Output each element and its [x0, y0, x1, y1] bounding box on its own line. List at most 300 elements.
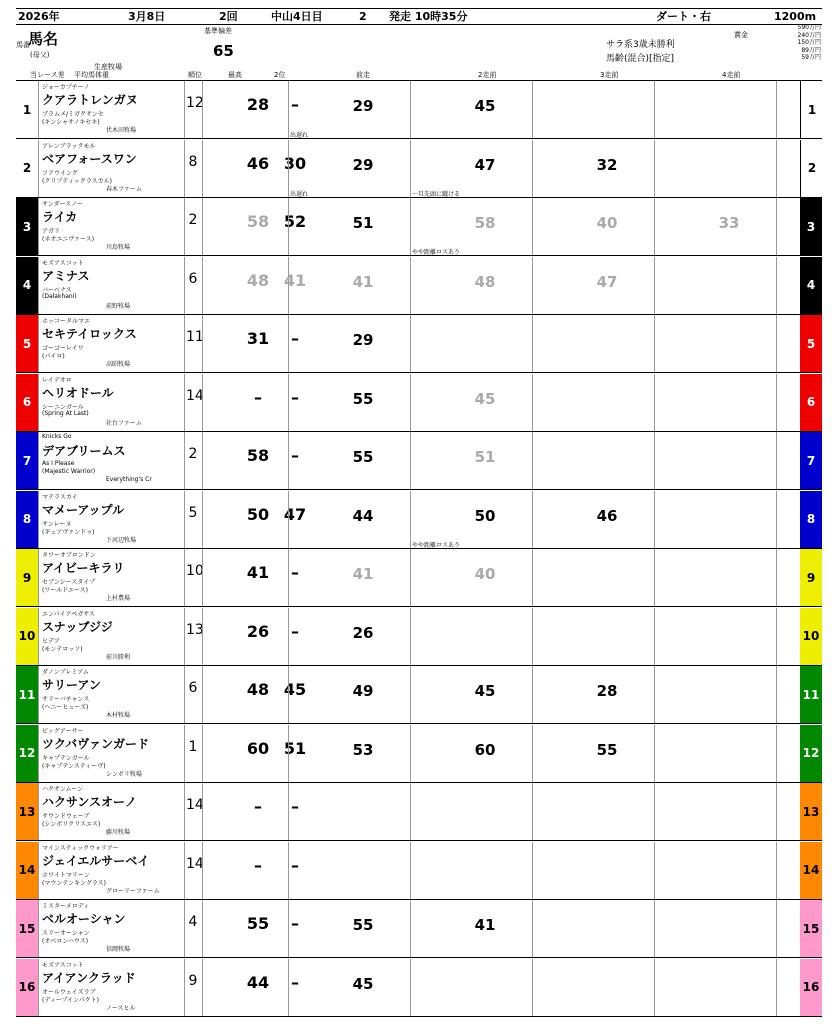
horse-name: クアラトレンガヌ	[42, 93, 138, 107]
best-score: 48	[246, 270, 270, 290]
rank: 2	[188, 446, 198, 462]
race-prev1	[288, 842, 410, 899]
second-score: 47	[283, 504, 307, 524]
post-number-right: 9	[800, 549, 822, 606]
breeder: Everything's Cr	[106, 476, 152, 483]
prev1-score: 41	[352, 565, 374, 583]
race-prev1	[288, 900, 410, 957]
dam: ゴーゴーレイワ	[42, 345, 84, 352]
best-score: 48	[246, 680, 270, 699]
race-prev1	[288, 140, 410, 197]
second-score: –	[291, 797, 299, 816]
prev1-score: 55	[352, 916, 374, 934]
post-number: 2	[16, 140, 39, 197]
distance: 1200m	[774, 10, 817, 23]
prev2-note: 一旦先頭に躍ける	[412, 190, 461, 198]
best-score: –	[254, 387, 262, 407]
left-sub-4: 平均馬体重	[74, 71, 109, 79]
horse-name: ベルオーシャン	[42, 912, 126, 926]
race-prev4	[654, 374, 776, 431]
horse-row	[16, 959, 822, 1017]
prev2-score: 60	[474, 740, 496, 759]
post-number-right: 16	[800, 959, 822, 1016]
broodmare-sire: (マウンテンキングラス)	[42, 879, 107, 887]
post-number: 14	[16, 842, 38, 899]
dam: キャプテンガール	[42, 754, 90, 762]
second-score: 52	[283, 212, 307, 231]
second-score: 45	[283, 680, 307, 699]
post-number: 15	[16, 900, 38, 957]
race-prev1	[288, 666, 410, 723]
race-prev1	[288, 374, 410, 431]
rank: 1	[188, 738, 198, 755]
horse-name: デアブリームス	[42, 444, 126, 458]
race-prev4	[654, 842, 776, 899]
prev3-score: 46	[596, 506, 618, 525]
race-prev3	[532, 959, 654, 1016]
race-prev1	[288, 549, 410, 606]
horse-name: マメーアップル	[42, 502, 125, 517]
race-prev4	[654, 959, 776, 1016]
broodmare-sire: (クリプティックラスカル)	[42, 177, 113, 185]
dam: サウンドウェーブ	[42, 813, 90, 820]
prev1-score: 49	[352, 682, 374, 700]
left-title: 馬名	[28, 30, 59, 48]
race-prev3	[532, 81, 654, 138]
sire: ビッグアーサー	[42, 727, 84, 735]
rank: 13	[186, 621, 204, 638]
broodmare-sire: (キンシャサノキセキ)	[42, 119, 100, 126]
sire: レイデオロ	[42, 376, 72, 384]
prev2-score: 45	[474, 97, 496, 115]
rank: 11	[186, 329, 204, 345]
race-prev3	[532, 549, 654, 606]
prev1-score: 51	[352, 214, 374, 232]
race-prev2	[410, 549, 532, 606]
dam: サリーバチャンス	[42, 696, 90, 703]
second-score: –	[291, 329, 299, 348]
broodmare-sire: (ディープインパクト)	[42, 996, 99, 1004]
race-prev1	[288, 315, 410, 372]
race-prev4	[654, 549, 776, 606]
race-prev2	[410, 257, 532, 314]
post-number-right: 11	[800, 666, 822, 723]
sire: ジョーカプチーノ	[42, 84, 90, 91]
race-prev4	[654, 198, 776, 255]
breeder: 木村牧場	[106, 712, 131, 719]
race-prev3	[532, 491, 654, 548]
dam: セブンシースタイプ	[42, 579, 96, 586]
broodmare-sire: (ギュアヴァンドゥ)	[42, 528, 95, 536]
prev3-score: 47	[596, 272, 618, 291]
horse-name: セキテイロックス	[42, 327, 137, 341]
race-prev2	[410, 959, 532, 1016]
horse-name: アミナス	[42, 268, 90, 283]
horse-row	[16, 432, 822, 490]
breeder: 社台ファーム	[106, 419, 142, 427]
dam: オールウェイズラブ	[42, 988, 96, 996]
prev2-score: 41	[474, 916, 496, 934]
horse-row	[16, 140, 822, 198]
second-score: 41	[283, 270, 307, 290]
rank: 6	[188, 680, 198, 696]
race-prev4	[654, 608, 776, 665]
broodmare-sire: (キャプテンスティーヴ)	[42, 762, 106, 770]
rank: 10	[186, 563, 204, 579]
best-score: 28	[246, 95, 270, 114]
second-score: –	[291, 95, 299, 114]
prev2-score: 48	[474, 272, 496, 291]
race-number: 2	[359, 10, 367, 23]
venue-day: 中山4日目	[271, 10, 323, 23]
horse-row	[16, 666, 822, 724]
race-prev4	[654, 81, 776, 138]
race-prev1	[288, 198, 410, 255]
dam: ソアウイング	[42, 169, 78, 177]
dam: シーニンガール	[42, 403, 84, 411]
best-score: –	[254, 855, 262, 875]
race-prev2	[410, 432, 532, 489]
race-prev4	[654, 315, 776, 372]
left-sub-0: 馬番	[16, 41, 30, 49]
col-prev2: 2走前	[478, 71, 497, 79]
col-prev4: 4走前	[722, 71, 741, 79]
broodmare-sire: (ワールドエース)	[42, 587, 89, 594]
prev2-score: 45	[474, 682, 496, 700]
post-number: 5	[16, 315, 38, 372]
sire: ハクサンムーン	[42, 786, 84, 793]
race-prev2	[410, 900, 532, 957]
prev1-note: 出遅れ	[290, 190, 309, 198]
breeder: 藤川牧場	[106, 829, 131, 836]
sire: アレンブラックモル	[42, 142, 96, 150]
second-score: –	[291, 563, 299, 582]
race-prev1	[288, 783, 410, 840]
track: ダート・右	[656, 10, 711, 23]
post-number-right: 4	[800, 257, 822, 314]
race-prev3	[532, 315, 654, 372]
race-prev4	[654, 257, 776, 314]
broodmare-sire: (Dalakhani)	[42, 292, 77, 300]
prev2-score: 58	[474, 214, 496, 232]
prize-list: 590万円 240万円 150万円 89万円 59万円	[797, 24, 821, 61]
col-second: 2位	[274, 71, 286, 79]
race-prev4	[654, 140, 776, 197]
second-score: –	[291, 387, 299, 407]
race-prev3	[532, 432, 654, 489]
broodmare-sire: (モンテロッソ)	[42, 645, 83, 653]
race-prev2	[410, 198, 532, 255]
broodmare-sire: (Majestic Warrior)	[42, 468, 96, 475]
horse-row	[16, 198, 822, 256]
rank: 9	[188, 972, 198, 989]
post-number: 11	[16, 666, 38, 723]
race-prev3	[532, 725, 654, 782]
prev1-score: 55	[352, 389, 374, 408]
horse-row	[16, 842, 822, 900]
sire: サンダースノー	[42, 201, 83, 208]
horse-row	[16, 900, 822, 958]
prev3-score: 28	[596, 682, 618, 700]
post-number: 10	[16, 608, 38, 665]
race-prev3	[532, 257, 654, 314]
prev2-score: 45	[474, 389, 496, 408]
horse-row	[16, 549, 822, 607]
sire: タワーオブロンドン	[42, 552, 96, 559]
race-prev4	[654, 900, 776, 957]
breeder: 前野牧場	[106, 302, 131, 310]
rank: 14	[186, 797, 204, 813]
post-number: 8	[16, 491, 38, 548]
broodmare-sire: (シンボリクリスエス)	[42, 821, 101, 828]
broodmare-sire: (ネオユニヴァース)	[42, 236, 95, 243]
prev2-score: 40	[474, 565, 496, 583]
best-score: 31	[246, 329, 270, 348]
post-number: 3	[16, 198, 38, 255]
prev3-score: 32	[596, 155, 618, 174]
post-number: 16	[16, 959, 38, 1016]
second-score: –	[291, 446, 299, 465]
horse-name: ハクサンスオーノ	[42, 795, 137, 809]
post-number: 1	[16, 81, 39, 138]
rank: 2	[188, 212, 198, 228]
start-time: 発走 10時35分	[389, 10, 468, 23]
second-score: 30	[283, 153, 307, 173]
best-score: 60	[246, 738, 270, 758]
prev2-score: 47	[474, 155, 496, 174]
prev3-score: 55	[596, 740, 618, 759]
post-number-right: 5	[800, 315, 822, 372]
dam: ヒデア	[42, 637, 61, 645]
best-score: 26	[246, 621, 270, 641]
col-best: 最高	[228, 71, 242, 79]
best-score: 41	[246, 563, 270, 582]
left-sub-3: 当レース差	[30, 71, 65, 79]
broodmare-sire: (Spring At Last)	[42, 409, 89, 417]
race-prev2	[410, 783, 532, 840]
prev1-score: 29	[352, 97, 374, 115]
horse-row	[16, 725, 822, 783]
race-prev1	[288, 608, 410, 665]
race-prev3	[532, 374, 654, 431]
race-class: サラ系3歳未勝利 馬齢(混合)[指定]	[606, 40, 675, 64]
race-prev4	[654, 725, 776, 782]
post-number: 7	[16, 432, 38, 489]
breeder: グローリーファーム	[106, 887, 160, 895]
post-number: 6	[16, 374, 38, 431]
horse-name: ツクバヴァンガード	[42, 736, 150, 751]
rank: 14	[186, 387, 204, 404]
prev1-score: 41	[352, 272, 374, 291]
prev1-score: 29	[352, 155, 374, 174]
post-number-right: 2	[800, 140, 823, 197]
breeder: 川島牧場	[106, 244, 131, 251]
race-prev4	[654, 783, 776, 840]
race-prev1	[288, 257, 410, 314]
breeder: 下河辺牧場	[106, 536, 137, 544]
race-prev3	[532, 842, 654, 899]
left-sub-2: 生産牧場	[94, 63, 122, 71]
breeder: 信岡牧場	[106, 946, 131, 953]
horse-name: ヘリオドール	[42, 385, 114, 400]
rank: 5	[188, 504, 198, 521]
race-prev3	[532, 783, 654, 840]
rank: 4	[188, 914, 198, 930]
post-number-right: 6	[800, 374, 822, 431]
sire: ダノンプレミアム	[42, 669, 89, 676]
sire: モズアスコット	[42, 961, 84, 969]
sire: ミスターメロディ	[42, 903, 90, 910]
best-score: 58	[246, 212, 270, 231]
horse-name: スナッブジジ	[42, 619, 113, 634]
horse-row	[16, 491, 822, 549]
post-number-right: 10	[800, 608, 822, 665]
sire: マテラスカイ	[42, 493, 78, 501]
dam: As I Please	[42, 460, 75, 467]
race-prev3	[532, 608, 654, 665]
prev1-score: 29	[352, 331, 374, 349]
horse-row	[16, 608, 822, 666]
breeder: 上村農場	[106, 595, 131, 602]
year: 2026年	[18, 10, 60, 23]
post-number: 12	[16, 725, 38, 782]
breeder: シンボリ牧場	[106, 770, 142, 778]
date: 3月8日	[128, 10, 166, 23]
rank: 8	[188, 153, 198, 170]
horse-row	[16, 81, 822, 139]
race-prev2	[410, 491, 532, 548]
breeder: 春木ファーム	[106, 185, 142, 193]
prev1-score: 45	[352, 974, 374, 993]
best-score: 58	[246, 446, 270, 465]
kai: 2回	[219, 10, 238, 23]
post-number: 4	[16, 257, 38, 314]
post-number-right: 12	[800, 725, 822, 782]
prev3-score: 40	[596, 214, 618, 232]
best-score: 55	[246, 914, 270, 933]
race-prev3	[532, 666, 654, 723]
breeder: 高昭牧場	[106, 361, 131, 368]
prev2-score: 51	[474, 448, 496, 466]
prev2-note: やや距離ロスあり	[412, 249, 461, 256]
second-score: –	[291, 621, 299, 641]
race-prev2	[410, 725, 532, 782]
post-number-right: 13	[800, 783, 822, 840]
second-score: –	[291, 914, 299, 933]
race-prev4	[654, 491, 776, 548]
best-score: 46	[246, 153, 270, 173]
second-score: –	[291, 972, 299, 992]
horse-name: ジェイエルサーベイ	[42, 853, 150, 868]
race-prev2	[410, 666, 532, 723]
breeder: ノースヒル	[106, 1004, 136, 1012]
horse-row	[16, 374, 822, 432]
post-number-right: 8	[800, 491, 822, 548]
post-number-right: 14	[800, 842, 822, 899]
post-number-right: 3	[800, 198, 822, 255]
best-score: 44	[246, 972, 270, 992]
prev4-score: 33	[718, 214, 740, 232]
best-score: –	[254, 797, 262, 816]
prev2-note: やや距離ロスあり	[412, 541, 461, 549]
dam: アガリ	[42, 228, 60, 235]
col-prev3: 3走前	[600, 71, 619, 79]
race-prev2	[410, 315, 532, 372]
post-number-right: 15	[800, 900, 822, 957]
dam: ホワイトマリーン	[42, 871, 90, 879]
race-prev3	[532, 900, 654, 957]
sire: マインスティックウォリアー	[42, 844, 119, 852]
race-prev2	[410, 374, 532, 431]
second-score: 51	[283, 738, 307, 758]
horse-name: ベアフォースワン	[42, 151, 137, 166]
prev2-score: 50	[474, 506, 496, 525]
prize-label: 賞金	[734, 31, 748, 39]
col-prev1: 前走	[356, 71, 370, 79]
broodmare-sire: (ヘニーヒューズ)	[42, 704, 89, 711]
horse-name: ライカ	[42, 210, 78, 224]
dam: サンレーヌ	[42, 520, 72, 528]
race-prev3	[532, 140, 654, 197]
rank: 6	[188, 270, 198, 287]
prev1-score: 53	[352, 740, 374, 759]
best-score: 50	[246, 504, 270, 524]
race-prev1	[288, 432, 410, 489]
sire: ホッコータルマエ	[42, 318, 91, 325]
second-score: –	[291, 855, 299, 875]
broodmare-sire: (パイロ)	[42, 353, 65, 360]
prev1-score: 26	[352, 623, 374, 642]
post-number: 13	[16, 783, 38, 840]
std-label: 基準偏差	[204, 27, 232, 35]
race-prev4	[654, 432, 776, 489]
race-prev2	[410, 81, 532, 138]
std-value: 65	[213, 42, 234, 60]
dam: スリーオーシャン	[42, 930, 90, 937]
post-number-right: 7	[800, 432, 822, 489]
race-prev2	[410, 608, 532, 665]
race-prev1	[288, 81, 410, 138]
rank: 14	[186, 855, 204, 872]
post-number-right: 1	[800, 81, 823, 138]
horse-row	[16, 257, 822, 315]
race-prev3	[532, 198, 654, 255]
race-prev2	[410, 140, 532, 197]
left-sub-1: (母父)	[30, 51, 50, 59]
breeder: 伏木田牧場	[106, 127, 137, 134]
race-prev1	[288, 491, 410, 548]
horse-name: サリーアン	[42, 678, 101, 692]
dam: ブラムメ/ミガクサンセ	[42, 111, 104, 118]
post-number: 9	[16, 549, 38, 606]
race-title-bar	[16, 8, 822, 25]
horse-row	[16, 783, 822, 841]
race-prev1	[288, 725, 410, 782]
sire: モズアスコット	[42, 259, 84, 267]
race-prev1	[288, 959, 410, 1016]
column-header	[16, 24, 822, 81]
prev1-score: 55	[352, 448, 374, 466]
race-prev4	[654, 666, 776, 723]
horse-row	[16, 315, 822, 373]
sire: エンパイアペガサス	[42, 610, 95, 618]
rank: 12	[186, 95, 204, 111]
horse-name: アイビーキラリ	[42, 561, 125, 575]
race-prev2	[410, 842, 532, 899]
breeder: 前川勝利	[106, 653, 131, 661]
horse-name: アイアンクラッド	[42, 970, 136, 985]
sire: Knicks Go	[42, 433, 72, 440]
